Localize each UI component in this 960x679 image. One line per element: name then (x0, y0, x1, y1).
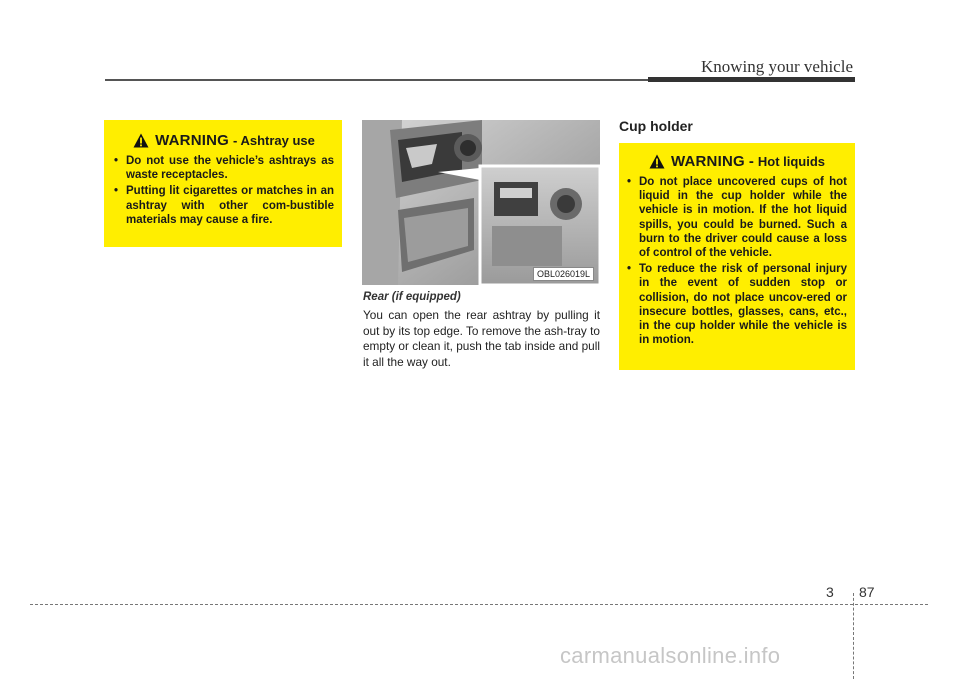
rear-caption: Rear (if equipped) (363, 291, 461, 303)
footer-rule (30, 604, 928, 605)
ashtray-illustration (362, 120, 600, 285)
footer-divider (853, 593, 854, 679)
watermark: carmanualsonline.info (560, 643, 781, 668)
warning-list (627, 175, 847, 347)
warning-subject: Hot liquids (757, 154, 826, 169)
warning-heading (114, 132, 334, 149)
warning-list (114, 154, 334, 227)
list-item: • Do not use the vehicle’s ashtrays as waste receptacles. (114, 155, 334, 182)
rear-paragraph: You can open the rear ashtray by pulling it out by its top edge. To remove the ash-tray to empty or clean it, push the tab inside and pull it all the way out. (363, 308, 600, 369)
warning-box-hot-liquids (619, 143, 855, 370)
warning-triangle-icon (133, 133, 149, 148)
warning-separator: - (748, 153, 754, 170)
page-number: 87 (859, 584, 875, 600)
list-item: • Putting lit cigarettes or matches in an ashtray with other com-bustible materials may cause a fire. (114, 185, 334, 226)
figure-code: OBL026019L (533, 267, 594, 281)
header-rule-accent (648, 77, 855, 82)
cup-holder-title: Cup holder (619, 118, 693, 134)
chapter-number: 3 (826, 584, 834, 600)
warning-triangle-icon (649, 154, 665, 169)
running-header: Knowing your vehicle (700, 57, 853, 76)
list-item: • To reduce the risk of personal injury in the event of sudden stop or collision, do not place uncov-ered or insecure bottles, glasses, cans, etc., in the cup holder while the vehicle is in motion. (627, 263, 847, 347)
list-item: • Do not place uncovered cups of hot liquid in the cup holder while the vehicle is in motion. If the hot liquid spills, you could be burned. Such a burn to the driver could cause a loss of control of the vehicle. (627, 176, 847, 260)
warning-box-ashtray (104, 120, 342, 247)
ashtray-photo (362, 120, 600, 285)
warning-label: WARNING (670, 153, 745, 170)
warning-heading (627, 153, 847, 170)
warning-subject: - Ashtray use (233, 133, 315, 148)
warning-label: WARNING (155, 132, 229, 149)
